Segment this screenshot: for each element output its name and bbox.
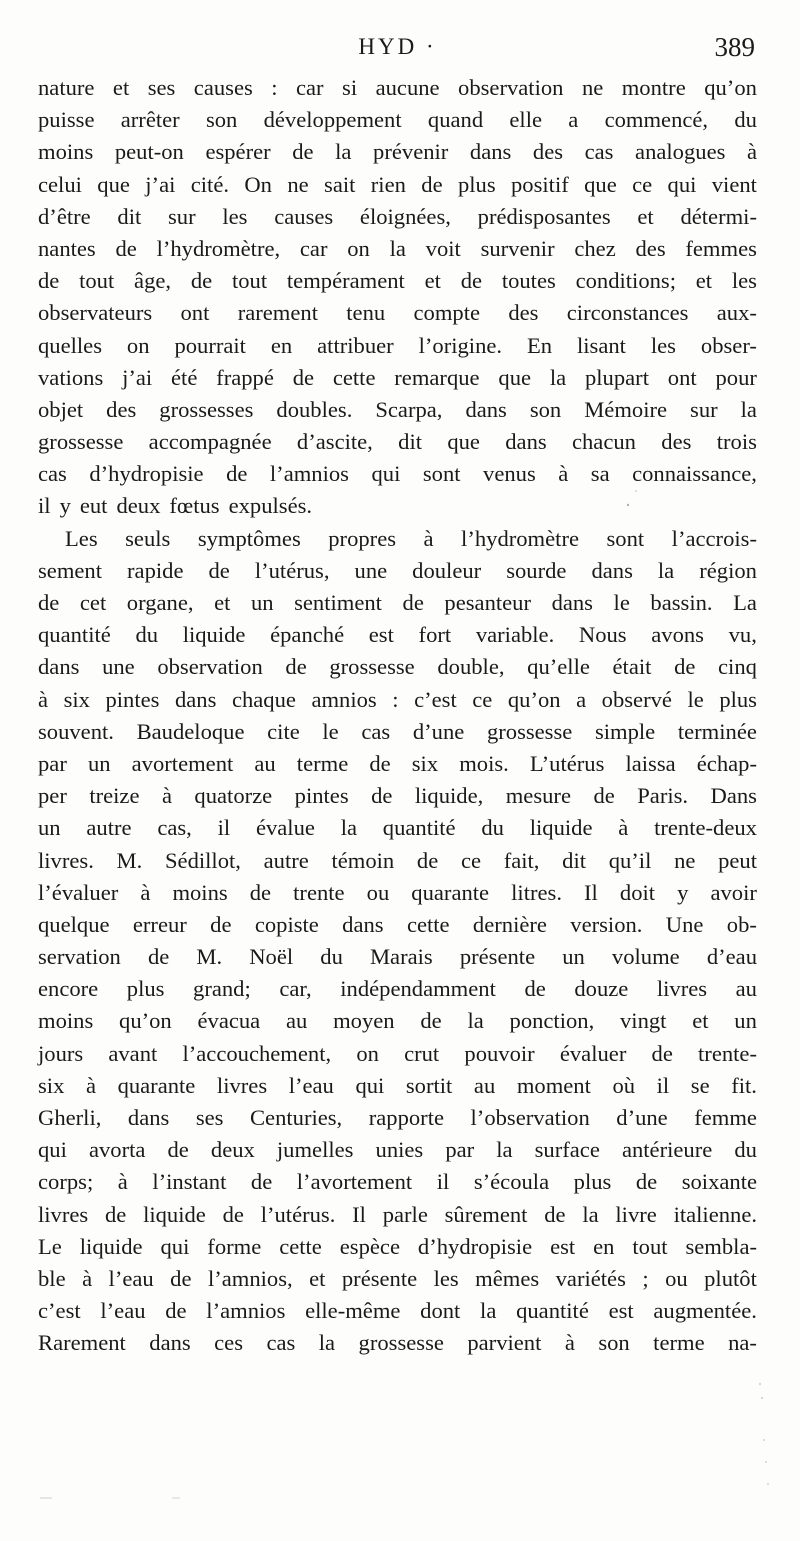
- text-line: souvent. Baudeloque cite le cas d’une grossesse simple terminée: [38, 718, 757, 744]
- text-line: celui que j’ai cité. On ne sait rien de plus positif que ce qui vient: [38, 171, 757, 197]
- running-head: HYD ·: [358, 34, 437, 59]
- text-line: d’être dit sur les causes éloignées, prédisposantes et détermi-: [38, 203, 757, 229]
- text-line: nantes de l’hydromètre, car on la voit survenir chez des femmes: [38, 235, 757, 261]
- text-line: dans une observation de grossesse double, qu’elle était de cinq: [38, 654, 757, 680]
- text-line: nature et ses causes : car si aucune observation ne montre qu’on: [38, 75, 757, 100]
- text-line: vations j’ai été frappé de cette remarque que la plupart ont pour: [38, 364, 757, 390]
- text-line: servation de M. Noël du Marais présente un volume d’eau: [38, 944, 757, 970]
- text-line: Le liquide qui forme cette espèce d’hydropisie est en tout sembla-: [38, 1233, 757, 1259]
- page-header: [40, 30, 755, 70]
- page-number: 389: [714, 32, 755, 62]
- text-line: de tout âge, de tout tempérament et de toutes conditions; et les: [38, 268, 757, 294]
- text-line: per treize à quatorze pintes de liquide, mesure de Paris. Dans: [38, 783, 757, 809]
- text-line: corps; à l’instant de l’avortement il s’écoula plus de soixante: [38, 1169, 757, 1195]
- text-line: jours avant l’accouchement, on crut pouvoir évaluer de trente-: [38, 1040, 757, 1066]
- text-line: l’évaluer à moins de trente ou quarante litres. Il doit y avoir: [38, 879, 757, 905]
- text-line: de cet organe, et un sentiment de pesanteur dans le bassin. La: [38, 590, 757, 615]
- text-line: quelles on pourrait en attribuer l’origine. En lisant les obser-: [38, 332, 757, 358]
- body-text: [38, 72, 757, 1360]
- text-line: puisse arrêter son développement quand elle a commencé, du: [38, 107, 757, 133]
- text-line: moins peut-on espérer de la prévenir dans des cas analogues à: [38, 139, 757, 165]
- text-line: moins qu’on évacua au moyen de la ponction, vingt et un: [38, 1008, 757, 1034]
- text-line: un autre cas, il évalue la quantité du liquide à trente-deux: [38, 815, 757, 841]
- text-line: ble à l’eau de l’amnios, et présente les mêmes variétés ; ou plutôt: [38, 1265, 757, 1291]
- text-line: c’est l’eau de l’amnios elle-même dont la quantité est augmentée.: [38, 1298, 757, 1324]
- text-line: qui avorta de deux jumelles unies par la surface antérieure du: [38, 1137, 757, 1163]
- text-line: quelque erreur de copiste dans cette dernière version. Une ob-: [38, 911, 757, 937]
- text-line: Rarement dans ces cas la grossesse parvient à son terme na-: [38, 1330, 757, 1356]
- text-line: Gherli, dans ses Centuries, rapporte l’observation d’une femme: [38, 1105, 757, 1130]
- text-line: livres de liquide de l’utérus. Il parle sûrement de la livre italienne.: [38, 1201, 757, 1227]
- text-line: observateurs ont rarement tenu compte des circonstances aux-: [38, 300, 757, 326]
- text-line: encore plus grand; car, indépendamment de douze livres au: [38, 976, 757, 1002]
- text-line: objet des grossesses doubles. Scarpa, dans son Mémoire sur la: [38, 396, 757, 422]
- text-line: à six pintes dans chaque amnios : c’est ce qu’on a observé le plus: [38, 686, 757, 712]
- text-line: livres. M. Sédillot, autre témoin de ce fait, dit qu’il ne peut: [38, 847, 757, 873]
- text-line: grossesse accompagnée d’ascite, dit que dans chacun des trois: [38, 429, 757, 455]
- text-line: six à quarante livres l’eau qui sortit au moment où il se fit.: [38, 1072, 757, 1098]
- text-line: il y eut deux fœtus expulsés.: [38, 493, 313, 519]
- text-line: sement rapide de l’utérus, une douleur sourde dans la région: [38, 557, 757, 583]
- text-line: Les seuls symptômes propres à l’hydromètre sont l’accrois-: [65, 525, 757, 551]
- text-line: cas d’hydropisie de l’amnios qui sont venus à sa connaissance,: [38, 461, 757, 487]
- text-line: quantité du liquide épanché est fort variable. Nous avons vu,: [38, 622, 757, 648]
- text-line: par un avortement au terme de six mois. L’utérus laissa échap-: [38, 750, 757, 776]
